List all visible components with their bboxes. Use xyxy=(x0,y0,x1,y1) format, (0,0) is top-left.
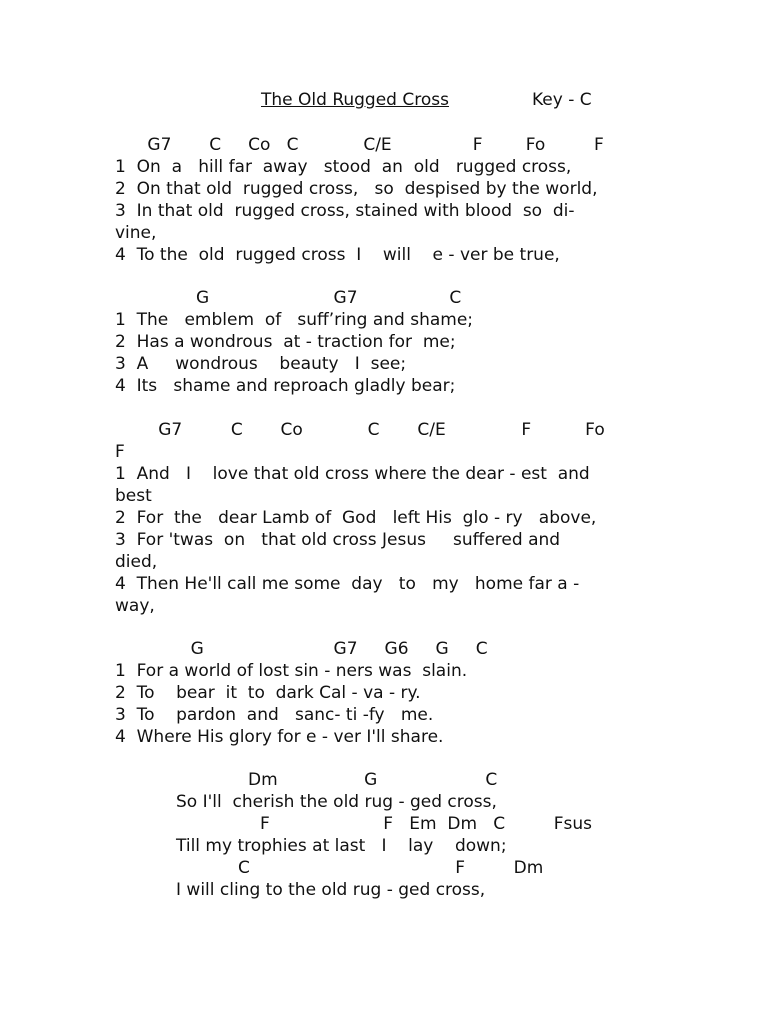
lyric-line: 4 To the old rugged cross I will e - ver be true, xyxy=(115,245,560,265)
lyric-line: Till my trophies at last I lay down; xyxy=(176,836,507,856)
lyric-line: 3 To pardon and sanc- ti -fy me. xyxy=(115,705,434,725)
lyric-line: 1 The emblem of suff’ring and shame; xyxy=(115,310,474,330)
lyric-line: vine, xyxy=(115,223,157,243)
lyric-line: 1 For a world of lost sin - ners was slain. xyxy=(115,661,468,681)
lyric-line: died, xyxy=(115,552,158,572)
lyric-line: 1 On a hill far away stood an old rugged cross, xyxy=(115,157,572,177)
lyric-line: 4 Then He'll call me some day to my home far a - xyxy=(115,574,580,594)
lyric-line: 2 To bear it to dark Cal - va - ry. xyxy=(115,683,421,703)
lyric-line: 1 And I love that old cross where the dear - est and xyxy=(115,464,590,484)
chord-line: G G7 C xyxy=(115,288,462,308)
lyric-line: 4 Where His glory for e - ver I'll share. xyxy=(115,727,444,747)
song-title: The Old Rugged Cross xyxy=(261,90,449,110)
chord-line: G7 C Co C C/E F Fo F xyxy=(115,135,604,155)
lyric-line: 3 In that old rugged cross, stained with blood so di- xyxy=(115,201,575,221)
chord-line: F F Em Dm C Fsus xyxy=(260,814,592,834)
lyric-line: way, xyxy=(115,596,155,616)
lyric-line: I will cling to the old rug - ged cross, xyxy=(176,880,486,900)
lyric-line: best xyxy=(115,486,152,506)
lyric-line: 2 Has a wondrous at - traction for me; xyxy=(115,332,456,352)
lyric-line: So I'll cherish the old rug - ged cross, xyxy=(176,792,497,812)
lyric-line: 4 Its shame and reproach gladly bear; xyxy=(115,376,456,396)
chord-line: F xyxy=(115,442,125,462)
lyric-line: 2 For the dear Lamb of God left His glo - ry above, xyxy=(115,508,597,528)
lyric-line: 2 On that old rugged cross, so despised by the world, xyxy=(115,179,598,199)
chord-line: C F Dm xyxy=(238,858,544,878)
lyric-line: 3 A wondrous beauty I see; xyxy=(115,354,407,374)
chord-line: G7 C Co C C/E F Fo xyxy=(115,420,605,440)
chord-line: Dm G C xyxy=(248,770,498,790)
song-key: Key - C xyxy=(532,90,592,110)
chord-line: G G7 G6 G C xyxy=(115,639,488,659)
lyric-line: 3 For 'twas on that old cross Jesus suffered and xyxy=(115,530,561,550)
